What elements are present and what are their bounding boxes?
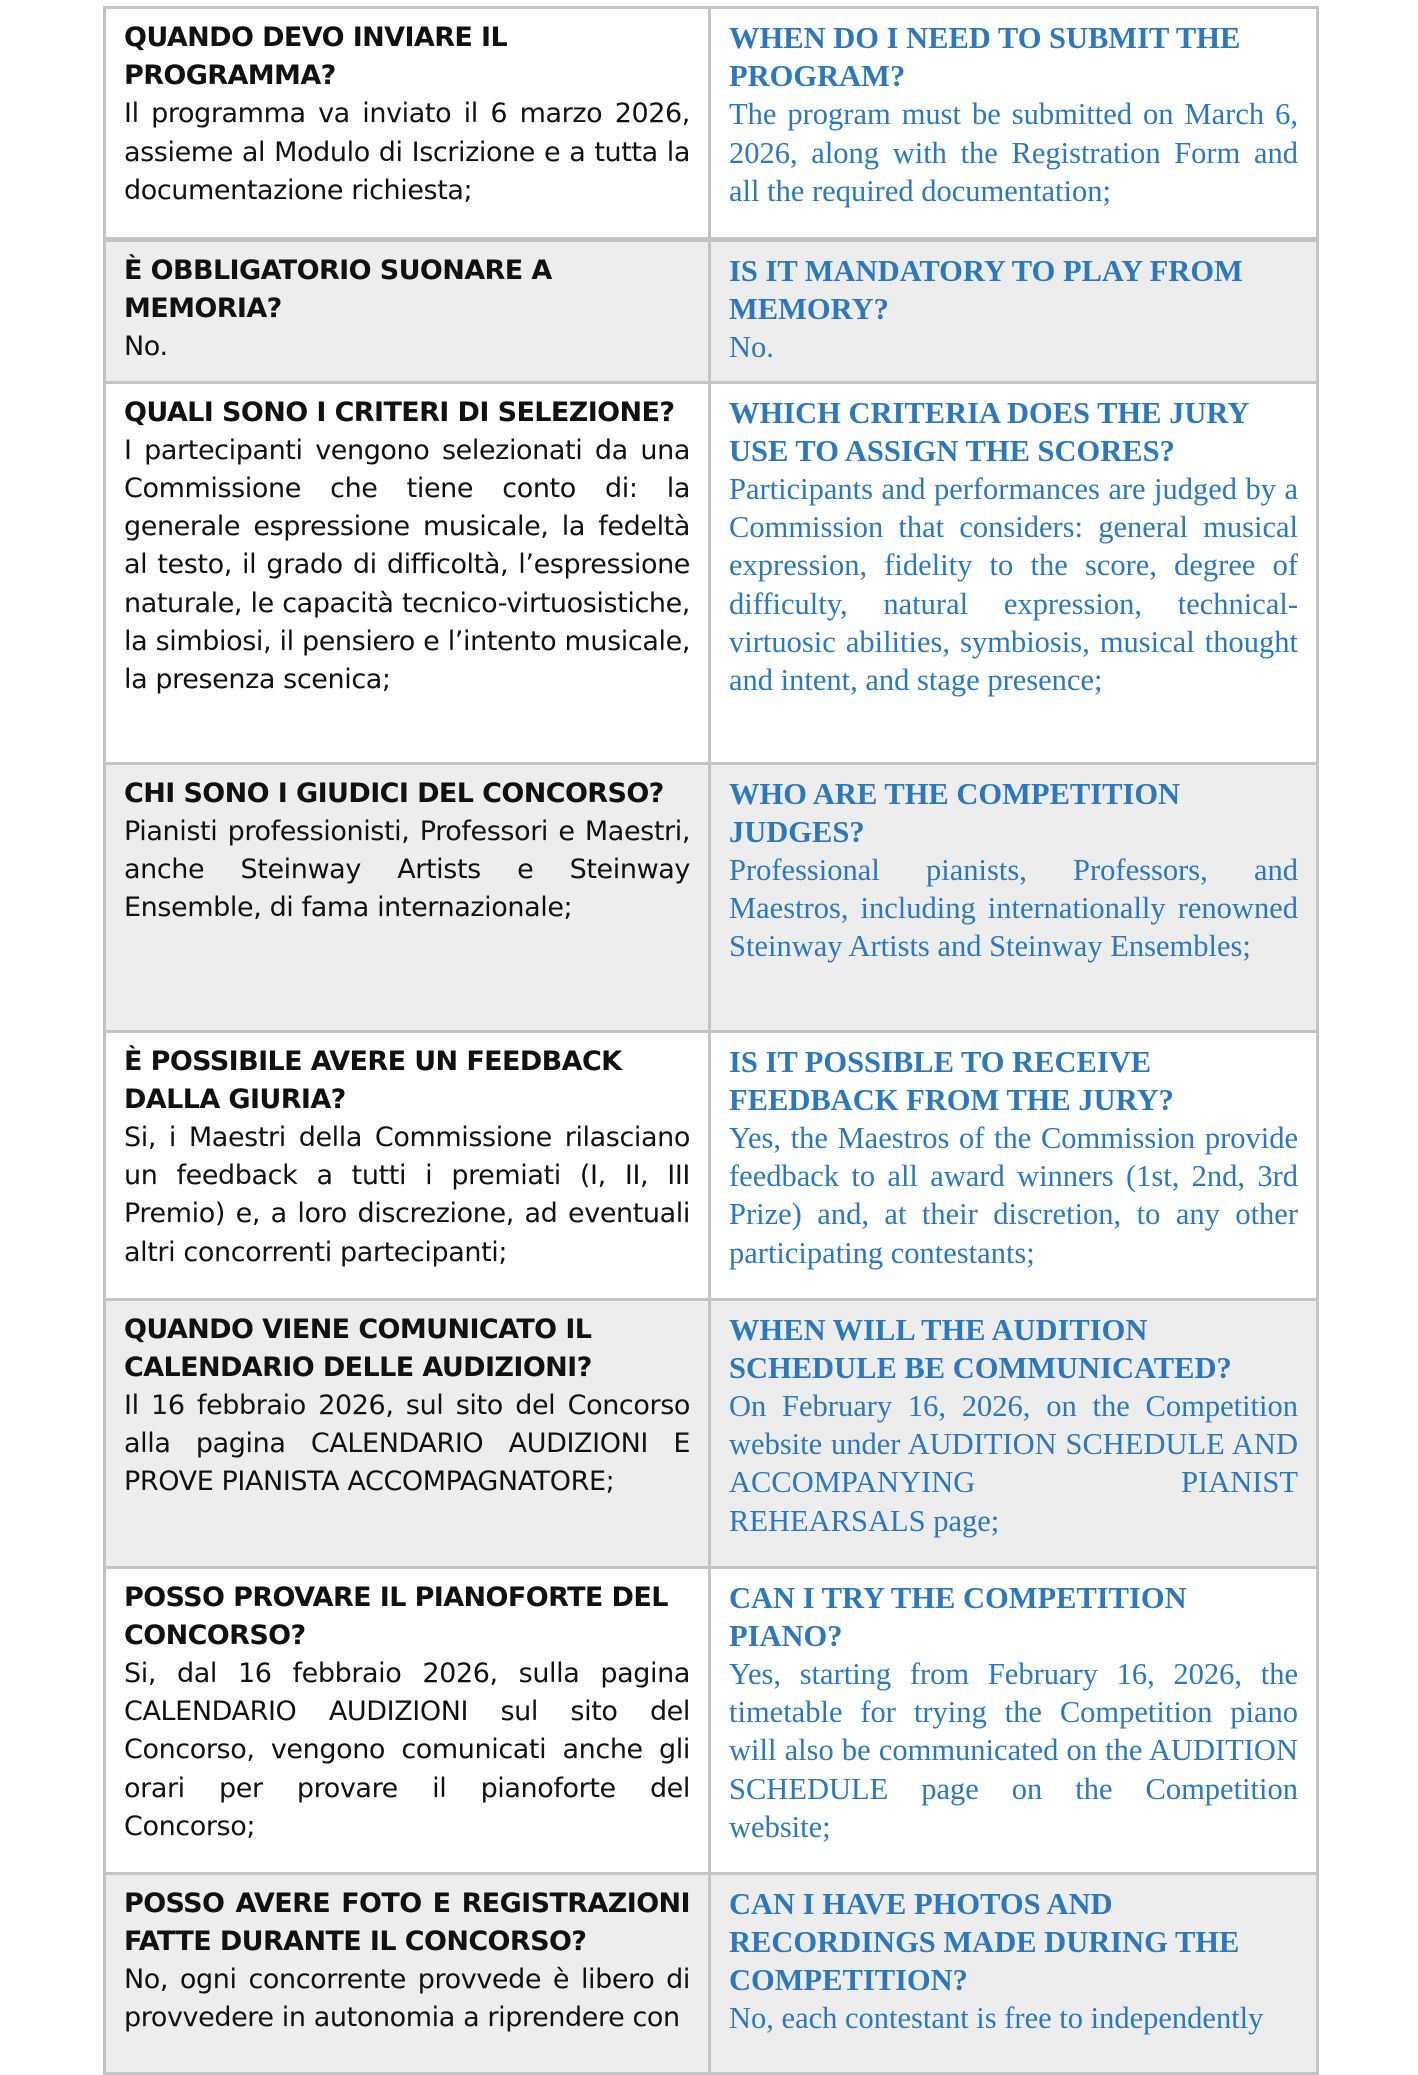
faq-row-audition-schedule xyxy=(105,1299,1318,1567)
faq-table xyxy=(103,6,1319,2075)
faq-row-photos-recordings xyxy=(105,1873,1318,2073)
italian-answer: I partecipanti vengono selezionati da una Commissione che tiene conto di: la generale espressione musicale, la fedeltà al testo, il grado di difficoltà, l’espressione naturale, le capacità tecnico-virtuosistiche, la simbiosi, il pensiero e l’intento musicale, la presenza scenica; xyxy=(124,434,690,696)
english-cell xyxy=(710,240,1318,383)
italian-question: CHI SONO I GIUDICI DEL CONCORSO? xyxy=(124,777,664,809)
english-answer: Professional pianists, Professors, and Maestros, including internationally renowned Steinway Artists and Steinway Ensembles; xyxy=(729,853,1298,964)
english-question: CAN I TRY THE COMPETITION PIANO? xyxy=(729,1580,1187,1653)
italian-question: POSSO PROVARE IL PIANOFORTE DEL CONCORSO? xyxy=(124,1581,668,1651)
english-question: WHO ARE THE COMPETITION JUDGES? xyxy=(729,776,1181,849)
english-answer: Participants and performances are judged by a Commission that considers: general musical expression, fidelity to the score, degree of difficulty, natural expression, technical-virtuosic abilities, symbiosis, musical thought and intent, and stage presence; xyxy=(729,472,1298,698)
italian-answer: No, ogni concorrente provvede è libero di provvedere in autonomia a riprendere con xyxy=(124,1964,690,2034)
english-question: WHICH CRITERIA DOES THE JURY USE TO ASSIGN THE SCORES? xyxy=(729,395,1249,468)
english-answer: No. xyxy=(729,330,774,365)
italian-answer: No. xyxy=(124,331,168,363)
italian-answer: Il programma va inviato il 6 marzo 2026, assieme al Modulo di Iscrizione e a tutta la documentazione richiesta; xyxy=(124,98,690,206)
italian-question: POSSO AVERE FOTO E REGISTRAZIONI FATTE DURANTE IL CONCORSO? xyxy=(124,1887,690,1957)
english-cell xyxy=(710,1299,1318,1567)
faq-row-memory xyxy=(105,240,1318,383)
italian-question: QUANDO DEVO INVIARE IL PROGRAMMA? xyxy=(124,22,508,92)
italian-cell xyxy=(105,382,710,763)
english-cell xyxy=(710,1031,1318,1299)
italian-answer: Si, i Maestri della Commissione rilasciano un feedback a tutti i premiati (I, II, III Premio) e, a loro discrezione, ad eventuali altri concorrenti partecipanti; xyxy=(124,1122,690,1268)
english-question: WHEN WILL THE AUDITION SCHEDULE BE COMMUNICATED? xyxy=(729,1312,1232,1385)
faq-row-judges xyxy=(105,763,1318,1031)
italian-cell xyxy=(105,1873,710,2073)
faq-row-selection-criteria xyxy=(105,382,1318,763)
english-question: WHEN DO I NEED TO SUBMIT THE PROGRAM? xyxy=(729,21,1241,94)
italian-question: QUALI SONO I CRITERI DI SELEZIONE? xyxy=(124,396,675,428)
italian-cell xyxy=(105,763,710,1031)
faq-row-submit-program xyxy=(105,8,1318,240)
faq-row-try-piano xyxy=(105,1567,1318,1873)
italian-answer: Pianisti professionisti, Professori e Maestri, anche Steinway Artists e Steinway Ensemble, di fama internazionale; xyxy=(124,815,690,924)
english-answer: The program must be submitted on March 6, 2026, along with the Registration Form and all the required documentation; xyxy=(729,97,1298,208)
english-answer: On February 16, 2026, on the Competition website under AUDITION SCHEDULE AND ACCOMPANYING PIANIST REHEARSALS page; xyxy=(729,1389,1298,1538)
italian-cell xyxy=(105,8,710,240)
english-cell xyxy=(710,8,1318,240)
faq-row-feedback xyxy=(105,1031,1318,1299)
italian-cell xyxy=(105,1299,710,1567)
english-question: IS IT MANDATORY TO PLAY FROM MEMORY? xyxy=(729,254,1243,327)
english-cell xyxy=(710,1873,1318,2073)
english-cell xyxy=(710,763,1318,1031)
english-answer: Yes, starting from February 16, 2026, the timetable for trying the Competition piano will also be communicated on the AUDITION SCHEDULE page on the Competition website; xyxy=(729,1657,1298,1844)
italian-cell xyxy=(105,1567,710,1873)
italian-question: È OBBLIGATORIO SUONARE A MEMORIA? xyxy=(124,255,552,325)
italian-cell xyxy=(105,1031,710,1299)
italian-answer: Si, dal 16 febbraio 2026, sulla pagina CALENDARIO AUDIZIONI sul sito del Concorso, vengono comunicati anche gli orari per provare il pianoforte del Concorso; xyxy=(124,1658,690,1842)
english-question: CAN I HAVE PHOTOS AND RECORDINGS MADE DURING THE COMPETITION? xyxy=(729,1886,1240,1998)
english-cell xyxy=(710,382,1318,763)
english-answer: No, each contestant is free to independently xyxy=(729,2001,1264,2036)
english-cell xyxy=(710,1567,1318,1873)
italian-cell xyxy=(105,240,710,383)
italian-answer: Il 16 febbraio 2026, sul sito del Concorso alla pagina CALENDARIO AUDIZIONI E PROVE PIANISTA ACCOMPAGNATORE; xyxy=(124,1390,690,1498)
italian-question: È POSSIBILE AVERE UN FEEDBACK DALLA GIURIA? xyxy=(124,1045,622,1115)
english-question: IS IT POSSIBLE TO RECEIVE FEEDBACK FROM THE JURY? xyxy=(729,1044,1174,1117)
english-answer: Yes, the Maestros of the Commission provide feedback to all award winners (1st, 2nd, 3rd Prize) and, at their discretion, to any other participating contestants; xyxy=(729,1121,1298,1270)
italian-question: QUANDO VIENE COMUNICATO IL CALENDARIO DELLE AUDIZIONI? xyxy=(124,1313,592,1383)
